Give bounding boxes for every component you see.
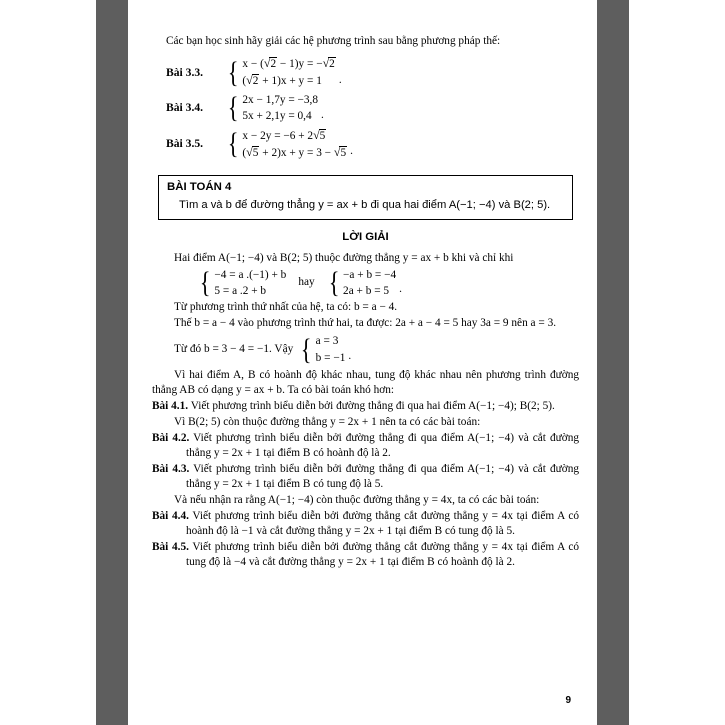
brace-icon: {: [328, 266, 340, 300]
sub-exercise-label: Bài 4.3.: [152, 463, 190, 476]
sub-exercise-4-2: [152, 431, 579, 461]
equation-system-right: [327, 267, 402, 300]
right-gutter: [629, 0, 725, 725]
exercise-3-5: [152, 127, 579, 162]
equation-system: [226, 92, 324, 125]
problem-box: [158, 175, 573, 220]
equation-line: 5x + 2,1y = 0,4: [242, 110, 312, 123]
period-mark: .: [399, 283, 402, 296]
period-mark: .: [338, 73, 342, 86]
sub-exercise-text: Viết phương trình biểu diễn bởi đường thẳng cắt đường thẳng y = 4x tại điểm A có hoành độ là −1 và cắt đường thẳng y = 2x + 1 tại điểm B có tung độ là 5.: [186, 510, 580, 538]
equation-line: (√2 + 1)x + y = 1: [242, 73, 322, 88]
equation-line: a = 3: [315, 335, 339, 348]
sub-note-2: Và nếu nhận ra rằng A(−1; −4) còn thuộc đường thẳng y = 4x, ta có các bài toán:: [174, 494, 540, 507]
solution-systems: [152, 267, 579, 300]
period-mark: .: [350, 145, 353, 158]
brace-icon: {: [199, 266, 211, 300]
equation-line: x − 2y = −6 + 2√5: [242, 127, 326, 142]
exercise-label: Bài 3.4.: [166, 101, 204, 115]
sub-exercise-label: Bài 4.4.: [152, 510, 189, 523]
sub-note-1: Vì B(2; 5) còn thuộc đường thẳng y = 2x + 1 nên ta có các bài toán:: [174, 416, 481, 429]
right-dark-bar: [597, 0, 629, 725]
exercise-label: Bài 3.5.: [166, 137, 204, 151]
sub-exercise-text: Viết phương trình biểu diễn bởi đường thẳng đi qua điểm A(−1; −4) và cắt đường thẳng y = 2x + 1 tại điểm B có hoành độ là 2.: [186, 432, 579, 460]
page-number: 9: [565, 694, 571, 706]
brace-icon: {: [227, 127, 239, 161]
equation-line: −a + b = −4: [343, 268, 397, 281]
sub-exercise-label: Bài 4.5.: [152, 541, 189, 554]
period-mark: .: [348, 350, 352, 363]
equation-line: (√5 + 2)x + y = 3 − √5: [242, 144, 347, 159]
solution-paragraph-4: Vì hai điểm A, B có hoành độ khác nhau, tung độ khác nhau nên phương trình đường thẳng AB có dạng y = ax + b. Ta có bài toán khó hơn:: [152, 369, 579, 397]
equation-line: 5 = a .2 + b: [214, 284, 267, 297]
sub-exercise-text: Viết phương trình biểu diễn bởi đường thẳng đi qua hai điểm A(−1; −4); B(2; 5).: [190, 400, 555, 413]
left-dark-bar: [96, 0, 128, 725]
sub-exercise-label: Bài 4.1.: [152, 400, 189, 413]
solution-paragraph-3: Thế b = a − 4 vào phương trình thứ hai, ta được: 2a + a − 4 = 5 hay 3a = 9 nên a = 3.: [174, 317, 557, 330]
sub-exercise-4-3: [152, 462, 579, 492]
equation-system-result: [299, 333, 351, 366]
equation-system: [226, 55, 342, 90]
sub-exercise-text: Viết phương trình biểu diễn bởi đường thẳng cắt đường thẳng y = 4x tại điểm A có tung độ là −4 và cắt đường thẳng y = 2x + 1 tại điểm B có hoành độ là 2.: [186, 541, 580, 569]
sub-exercise-4-5: [152, 540, 579, 570]
solution-conclusion: [152, 333, 579, 366]
intro-text: Các bạn học sinh hãy giải các hệ phương trình sau bằng phương pháp thế:: [166, 35, 501, 47]
exercise-3-3: [152, 55, 579, 90]
solution-paragraph-2: Từ phương trình thứ nhất của hệ, ta có: b = a − 4.: [174, 301, 398, 314]
sub-exercise-4-4: [152, 509, 579, 539]
brace-icon: {: [301, 333, 312, 366]
problem-box-title: BÀI TOÁN 4: [167, 181, 232, 194]
equation-line: 2a + b = 5: [343, 284, 390, 297]
left-gutter: [0, 0, 96, 725]
brace-icon: {: [227, 91, 239, 125]
solution-paragraph-1: Hai điểm A(−1; −4) và B(2; 5) thuộc đường thẳng y = ax + b khi và chỉ khi: [174, 251, 514, 264]
sub-exercise-4-1: [152, 399, 579, 414]
problem-box-text: Tìm a và b để đường thẳng y = ax + b đi qua hai điểm A(−1; −4) và B(2; 5).: [179, 199, 551, 212]
sub-exercise-text: Viết phương trình biểu diễn bởi đường thẳng đi qua điểm A(−1; −4) và cắt đường thẳng y = 2x + 1 tại điểm B có tung độ là 5.: [186, 463, 579, 491]
equation-line: 2x − 1,7y = −3,8: [242, 93, 319, 106]
equation-system-left: [198, 267, 286, 300]
exercise-label: Bài 3.3.: [166, 65, 204, 79]
equation-line: b = −1: [315, 351, 346, 364]
equation-system: [226, 127, 353, 162]
period-mark: .: [321, 108, 324, 121]
exercise-3-4: [152, 92, 579, 125]
solution-heading: LỜI GIẢI: [342, 231, 389, 244]
equation-line: −4 = a .(−1) + b: [214, 268, 287, 281]
document-sheet: [128, 0, 597, 725]
brace-icon: {: [227, 55, 239, 89]
equation-line: x − (√2 − 1)y = −√2: [242, 56, 335, 71]
sub-exercise-label: Bài 4.2.: [152, 432, 190, 445]
hay-connector: hay: [298, 276, 315, 289]
conclusion-lead: Từ đó b = 3 − 4 = −1. Vậy: [174, 343, 294, 356]
